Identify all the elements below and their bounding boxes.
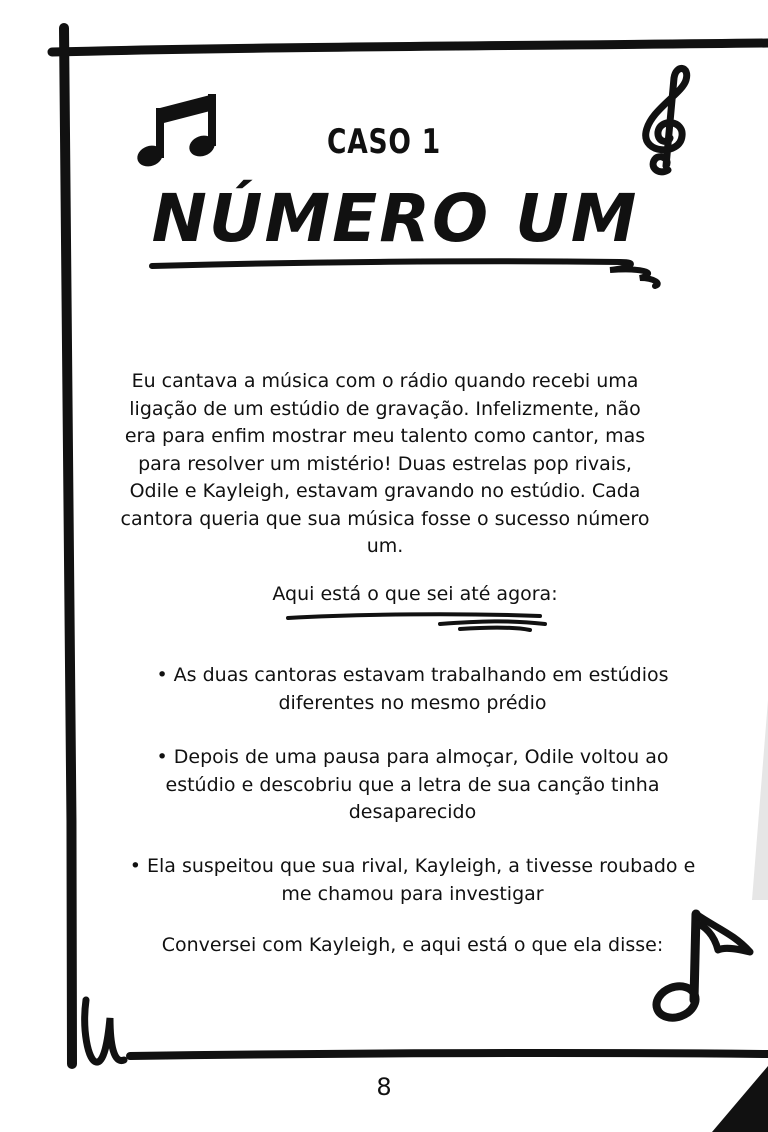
corner-gray-shape: [752, 700, 768, 900]
section-subheading: Aqui está o que sei até agora:: [272, 583, 558, 605]
eighth-note-icon: [646, 904, 758, 1028]
case-kicker: CASO 1: [326, 122, 442, 162]
fact-bullet-3: • Ela suspeitou que sua rival, Kayleigh, a tivesse roubado e me chamou para investigar: [129, 855, 696, 905]
intro-paragraph: Eu cantava a música com o rádio quando recebi uma ligação de um estúdio de gravação. Infelizmente, não era para enfim mostrar meu talento como cantor, mas para resolver um mistério! Duas estrelas pop rivais, Odile e Kayleigh, estavam gravando no estúdio. Cada cantora queria que sua música fosse o sucesso número um.: [120, 370, 650, 557]
bottom-border: [130, 1053, 768, 1056]
top-border: [52, 43, 768, 52]
corner-flourish: [85, 1000, 124, 1062]
page-number: 8: [376, 1073, 392, 1101]
fact-bullet-2: • Depois de uma pausa para almoçar, Odile voltou ao estúdio e descobriu que a letra de sua canção tinha desaparecido: [156, 746, 669, 823]
page-title: NÚMERO UM: [151, 180, 639, 257]
closing-line: Conversei com Kayleigh, e aqui está o que ela disse:: [161, 934, 664, 956]
title-underline: [152, 261, 658, 286]
fact-bullet-1: • As duas cantoras estavam trabalhando em estúdios diferentes no mesmo prédio: [156, 664, 669, 714]
subheading-underline: [288, 614, 545, 630]
